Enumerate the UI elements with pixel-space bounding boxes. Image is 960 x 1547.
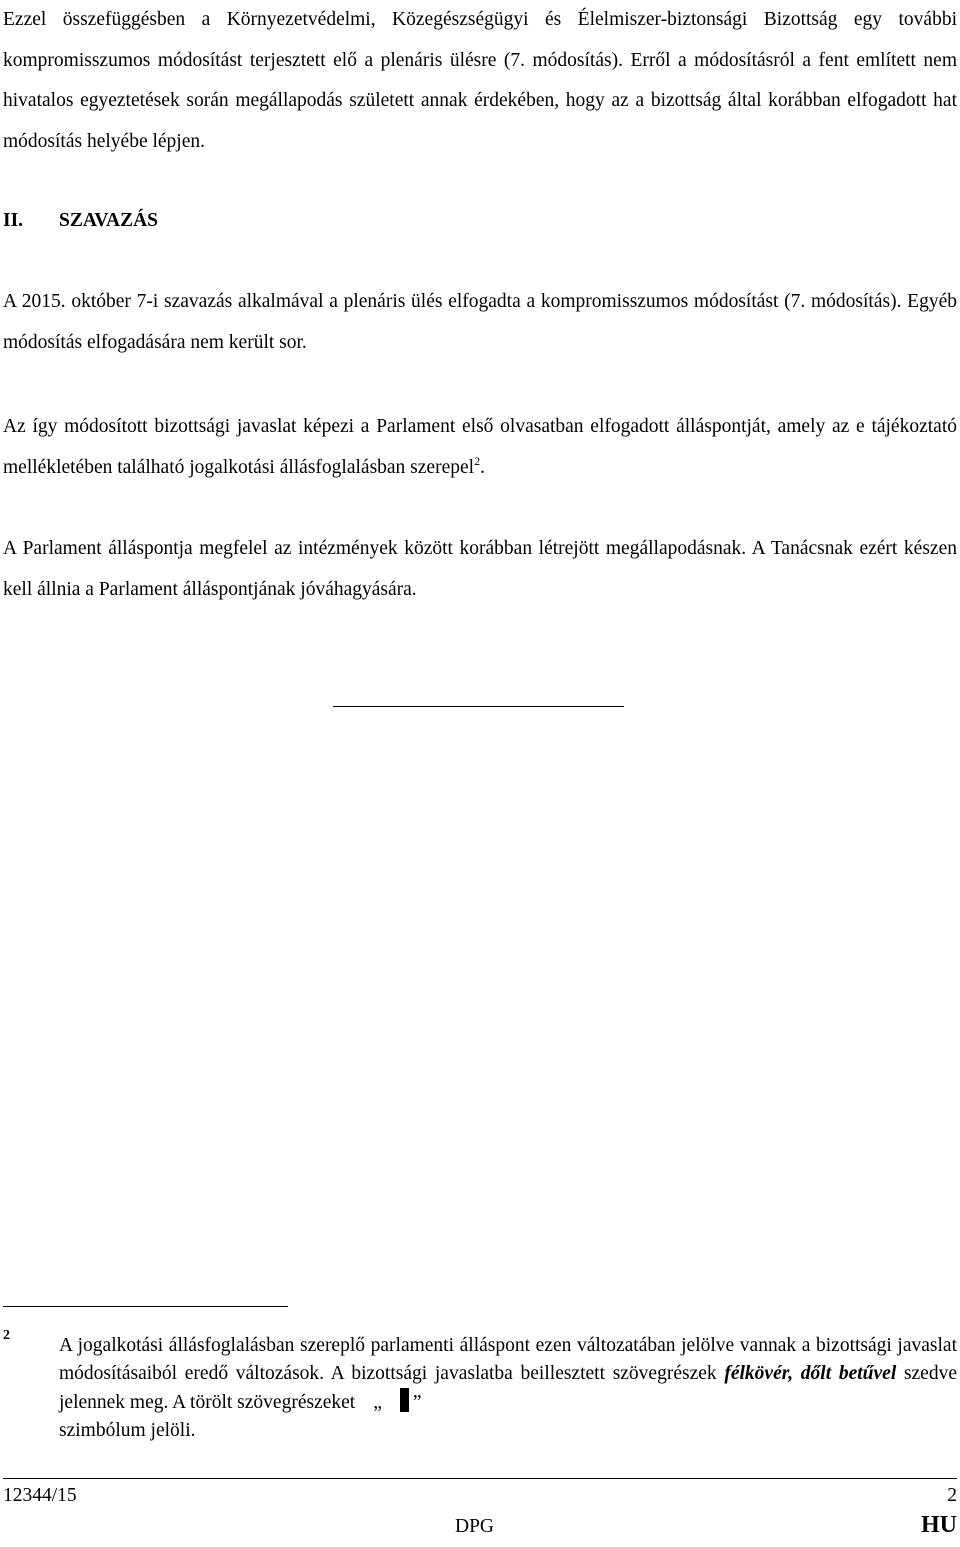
intro-paragraph: Ezzel összefüggésben a Környezetvédelmi, Közegészségügyi és Élelmiszer-biztonsági Bizottság egy további kompromisszumos módosítást terjesztett elő a plenáris ülésre (7. módosítás). Erről a módosításról a fent említett nem hivatalos egyeztetések során megállapodás született annak érdekében, hogy az a bizottság által korábban elfogadott hat módosítás helyébe lépjen. <box>3 9 957 152</box>
conclusion-paragraph: A Parlament álláspontja megfelel az intézmények között korábban létrejött megállapodásnak. A Tanácsnak ezért készen kell állnia a Parlament álláspontjának jóváhagyására. <box>3 538 957 600</box>
footnote-text <box>59 1332 957 1445</box>
footnote-text-3: szimbólum jelöli. <box>59 1420 196 1441</box>
vote-paragraph: A 2015. október 7-i szavazás alkalmával a plenáris ülés elfogadta a kompromisszumos módosítást (7. módosítás). Egyéb módosítás elfogadására nem került sor. <box>3 291 957 353</box>
quote-close: ” <box>412 1392 422 1413</box>
position-text: Az így módosított bizottsági javaslat képezi a Parlament első olvasatban elfogadott álláspontját, amely az e tájékoztató mellékletében található jogalkotási állásfoglalásban szerepel <box>3 416 957 478</box>
deletion-symbol <box>355 1392 421 1413</box>
footnote-rule <box>3 1306 288 1307</box>
section-number: II. <box>3 210 24 231</box>
page-number: 2 <box>947 1485 957 1506</box>
separator-line <box>333 706 624 707</box>
footer-rule <box>3 1478 957 1479</box>
footnote-bold-italic: félkövér, dőlt betűvel <box>724 1363 897 1384</box>
position-end: . <box>480 456 485 478</box>
section-title: SZAVAZÁS <box>59 210 159 231</box>
language-code: HU <box>921 1512 957 1538</box>
section-heading <box>3 201 158 241</box>
footnote-marker: 2 <box>3 1328 10 1343</box>
position-paragraph <box>3 407 957 488</box>
deletion-bar-icon <box>400 1388 409 1412</box>
footnote-reference: 2 <box>474 453 481 468</box>
footnote-text-1: A jogalkotási állásfoglalásban szereplő parlamenti álláspont ezen változatában jelölve vannak a bizottsági javaslat módosításaiból eredő változások. A bizottsági javaslatba beillesztett szövegrészek <box>59 1335 957 1384</box>
footnote-text-2: szedve jelennek meg. A törölt szövegrészeket <box>59 1363 957 1413</box>
department-code: DPG <box>455 1516 495 1537</box>
document-reference: 12344/15 <box>3 1485 77 1506</box>
quote-open: „ <box>373 1392 382 1413</box>
